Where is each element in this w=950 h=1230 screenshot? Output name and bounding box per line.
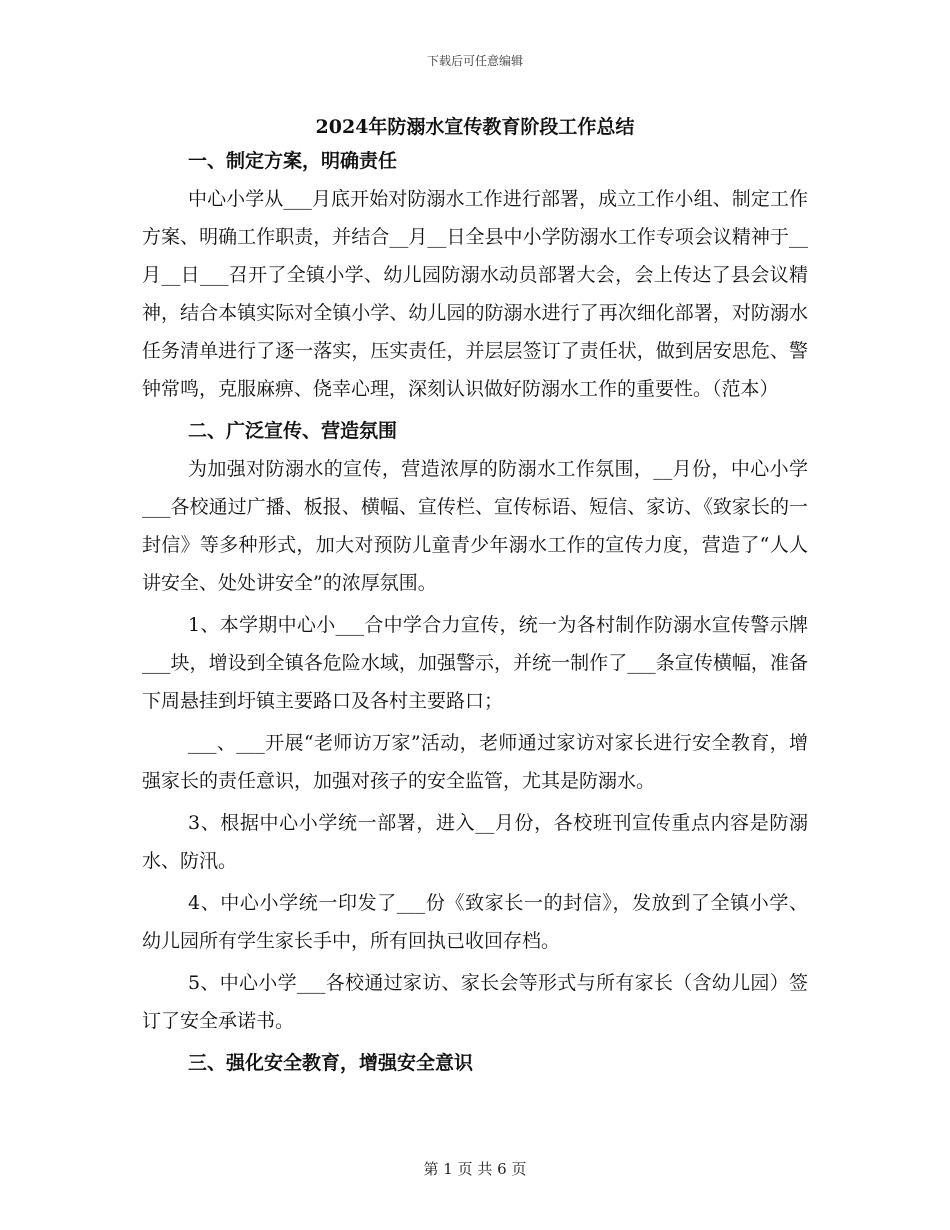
section-heading: 一、制定方案，明确责任 xyxy=(188,150,398,172)
paragraph: 5、中心小学___各校通过家访、家长会等形式与所有家长（含幼儿园）签订了安全承诺书。 xyxy=(142,972,808,1032)
section-3 xyxy=(142,1044,808,1082)
paragraph: 3、根据中心小学统一部署，进入__月份，各校班刊宣传重点内容是防溺水、防汛。 xyxy=(142,812,808,872)
page-number: 第 1 页 共 6 页 xyxy=(423,1160,527,1178)
paragraph: ___、___开展“老师访万家”活动，老师通过家访对家长进行安全教育，增强家长的责任意识，加强对孩子的安全监管，尤其是防溺水。 xyxy=(142,732,808,792)
header-note: 下载后可任意编辑 xyxy=(426,54,523,68)
paragraph: 为加强对防溺水的宣传，营造浓厚的防溺水工作氛围，__月份，中心小学___各校通过广播、板报、横幅、宣传栏、宣传标语、短信、家访、《致家长的一封信》等多种形式，加大对预防儿童青少年溺水工作的宣传力度，营造了“人人讲安全、处处讲安全”的浓厚氛围。 xyxy=(142,458,808,594)
section-2 xyxy=(142,412,808,1040)
section-heading: 三、强化安全教育，增强安全意识 xyxy=(188,1052,474,1074)
section-1 xyxy=(142,142,808,408)
paragraph: 中心小学从___月底开始对防溺水工作进行部署，成立工作小组、制定工作方案、明确工作职责，并结合__月__日全县中小学防溺水工作专项会议精神于__月__日___召开了全镇小学、幼儿园防溺水动员部署大会，会上传达了县会议精神，结合本镇实际对全镇小学、幼儿园的防溺水进行了再次细化部署，对防溺水任务清单进行了逐一落实，压实责任，并层层签订了责任状，做到居安思危、警钟常鸣，克服麻痹、侥幸心理，深刻认识做好防溺水工作的重要性。（范本） xyxy=(142,188,808,400)
paragraph: 4、中心小学统一印发了___份《致家长一的封信》，发放到了全镇小学、幼儿园所有学生家长手中，所有回执已收回存档。 xyxy=(142,892,808,952)
section-heading: 二、广泛宣传、营造氛围 xyxy=(188,420,398,442)
document-title: 2024年防溺水宣传教育阶段工作总结 xyxy=(315,116,635,138)
document-body xyxy=(142,112,808,1082)
paragraph: 1、本学期中心小___合中学合力宣传，统一为各村制作防溺水宣传警示牌___块，增设到全镇各危险水域，加强警示，并统一制作了___条宣传横幅，准备下周悬挂到圩镇主要路口及各村主要路口； xyxy=(142,614,808,712)
